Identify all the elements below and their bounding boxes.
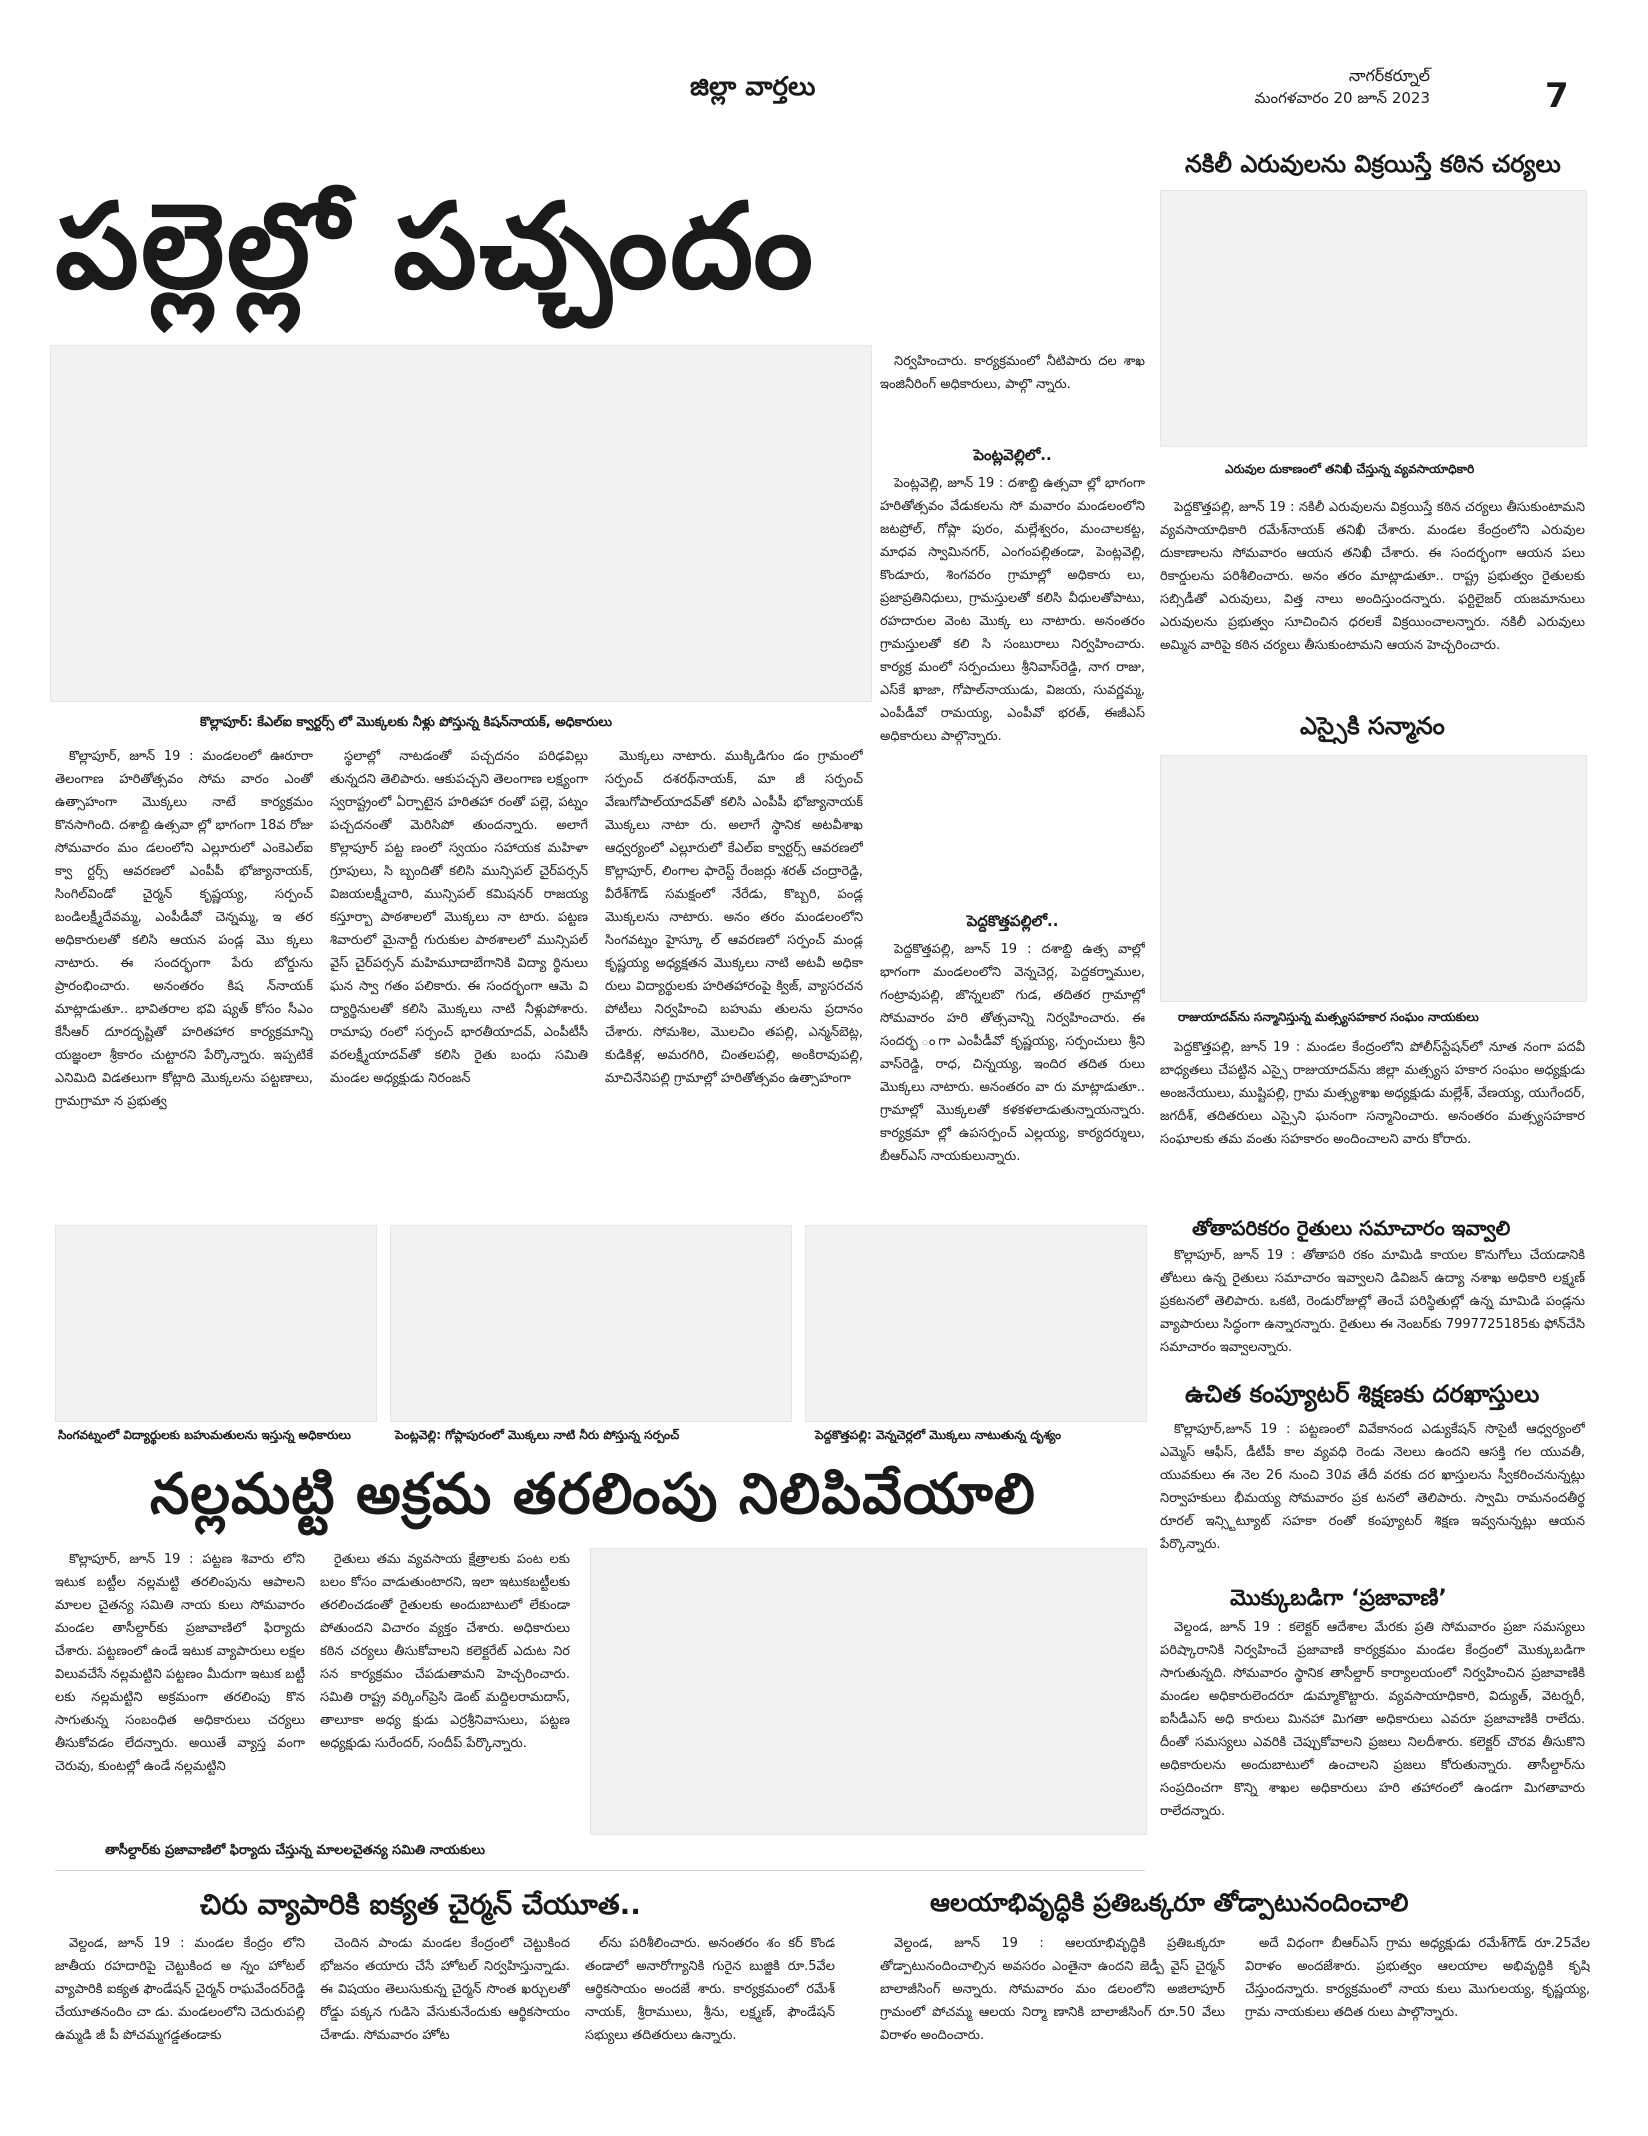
second-col-1-text: కొల్లాపూర్, జూన్ 19 : పట్టణ శివారు లోని ఇటుక బట్టీల నల్లమట్టి తరలింపును ఆపాలని మాలల చైతన్య సమితి నాయ కులు సోమవారం మండల తాసీల్దార్‌కు ప్రజావాణిలో ఫిర్యాదు చేశారు. పట్టణంలో ఉండే ఇటుక వ్యాపారులు లక్షల విలువచేసే నల్లమట్టిని పట్టణం మీదుగా ఇటుక బట్టీ లకు నల్లమట్టిని అక్రమంగా తరలింపు కొన సాగుతున్న సంబంధిత అధికారులు చర్యలు తీసుకోవడం లేదన్నారు. అయితే వ్యాస్త వంగా చెరువు, కుంటల్లో ఉండే నల్లమట్టిని bbox=[55, 1552, 305, 1774]
page-number: 7 bbox=[1545, 76, 1569, 116]
caption-pentlavelli: పెంట్లవెల్లి: గోప్లాపురంలో మొక్కలు నాటి నీరు పోస్తున్న సర్పంచ్ bbox=[395, 1428, 680, 1442]
bottom-left-col-3-text: ల్‌ను పరిశీలించారు. అనంతరం శం కర్ కొండ తండాలో అనారోగ్యానికి గురైన బుజ్జికి రూ.5వేల ఆర్థికసాయం అందజే శారు. కార్యక్రమంలో రమేశ్ నాయక్, శ్రీరాములు, శ్రీను, లక్ష్మణ్, ఫౌండేషన్ సభ్యులు తదితరులు ఉన్నారు. bbox=[585, 1936, 835, 2043]
dateline-date: మంగళవారం 20 జూన్ 2023 bbox=[1254, 89, 1430, 107]
bottom-left-col-1 bbox=[55, 1932, 305, 2107]
right-story-3 bbox=[1160, 1244, 1585, 1374]
right-story-4-text: కొల్లాపూర్,జూన్ 19 : పట్టణంలో వివేకానంద ఎడ్యుకేషన్ సొసైటీ ఆధ్వర్యంలో ఎమ్మెస్ ఆఫీస్, డీటీపీ కాల వ్యవధి రెండు నెలలు ఉందని ఆసక్తి గల యువతీ, యువకులు ఈ నెల 26 నుంచి 30వ తేదీ వరకు దర ఖాస్తులను స్వీకరించనున్నట్లు నిర్వాహకులు భీమయ్య సోమవారం ప్రక టనలో తెలిపారు. స్వామి రామనందతీర్థ రూరల్ ఇన్స్టిట్యూట్ సహకా రంతో కంప్యూటర్ శిక్షణ ఇవ్వనున్నట్లు ఆయన పేర్కొన్నారు. bbox=[1160, 1422, 1585, 1552]
dateline-place: నాగర్‌కర్నూల్ bbox=[1348, 66, 1430, 85]
bottom-left-col-2-text: చెందిన పాండు మండల కేంద్రంలో చెట్టుకింద భోజనం తయారు చేసే హోటల్ నిర్వహిస్తున్నాడు. ఈ విషయం తెలుసుకున్న చైర్మన్ సొంత ఖర్చులతో రోడ్డు పక్కన గుడిసె వేసుకునేందుకు ఆర్థికసాయం చేశాడు. సోమవారం హోట bbox=[320, 1936, 570, 2043]
right-headline-2: ఎస్సైకి సన్మానం bbox=[1300, 712, 1445, 740]
second-photo bbox=[590, 1548, 1147, 1835]
right-headline-1: నకిలీ ఎరువులను విక్రయిస్తే కఠిన చర్యలు bbox=[1185, 150, 1561, 178]
lead-col-1-text: కొల్లాపూర్, జూన్ 19 : మండలంలో ఊరూరా తెలంగాణ హరితోత్సవం సోమ వారం ఎంతో ఉత్సాహంగా మొక్కలు నాటే కార్యక్రమం కొనసాగింది. దశాబ్ది ఉత్సవా ల్లో భాగంగా 18వ రోజు సోమవారం మం డలంలోని ఎల్లూరులో ఎంకెఎల్ఐ క్వా ర్టర్స్ ఆవరణలో ఎంపీపీ భోజ్యానాయక్, సింగిల్‌విండో చైర్మన్ కృష్ణయ్య, సర్పంచ్ బండిలక్ష్మీదేవమ్మ, ఎంపీడీవో చెన్నమ్మ, ఇ తర అధికారులతో కలిసి ఆయన పండ్ల మొ క్కలు నాటారు. ఈ సందర్భంగా పేరు బోర్డును ప్రారంభించారు. అనంతరం కిష న్‌నాయక్ మాట్లాడుతూ.. భావితరాల భవి ష్యత్ కోసం సీఎం కేసీఆర్ దూరదృష్టితో హరితహార కార్యక్రమాన్ని యజ్ఞంలా శ్రీకారం చుట్టారని పేర్కొన్నారు. ఇప్పటికే ఎనిమిది విడతలుగా కోట్లాది మొక్కలను పట్టణాలు, గ్రామగ్రామా న ప్రభుత్వ bbox=[55, 749, 313, 1109]
photo-pentlavelli bbox=[390, 1225, 792, 1422]
right-story-4 bbox=[1160, 1418, 1585, 1576]
right-headline-3: తోతాపరికరం రైతులు సమాచారం ఇవ్వాలి bbox=[1192, 1216, 1511, 1240]
subhead-peddakothapalli: పెద్దకొత్తపల్లిలో.. bbox=[966, 912, 1059, 930]
photo-peddakothapalli bbox=[805, 1225, 1147, 1422]
second-headline: నల్లమట్టి అక్రమ తరలింపు నిలిపివేయాలి bbox=[150, 1462, 1036, 1527]
bottom-right-col-1 bbox=[880, 1932, 1225, 2107]
second-col-2 bbox=[320, 1548, 570, 1838]
lead-col-3-text: మొక్కలు నాటారు. ముక్కిడిగుం డం గ్రామంలో సర్పంచ్ దశరథ్‌నాయక్, మా జీ సర్పంచ్ వేణుగోపాల్‌యాదవ్‌తో కలిసి ఎంపీపీ భోజ్యానాయక్ మొక్కలు నాటా రు. అలాగే స్థానిక అటవీశాఖ ఆధ్వర్యంలో ఎల్లూరులో కేఎల్ఐ క్వార్టర్స్ ఆవరణలో కొల్లాపూర్, లింగాల ఫారెస్ట్ రేంజర్లు శరత్ చంద్రారెడ్డి, వీరేశ్‌గౌడ్ సమక్షంలో నేరేడు, కొబ్బరి, పండ్ల మొక్కలను నాటారు. అనం తరం మండలంలోని సింగవట్నం హైస్కూ ల్ ఆవరణలో సర్పంచ్ మండ్ల కృష్ణయ్య అధ్యక్షతన మొక్కలు నాటి అటవీ అధికా రులు విద్యార్థులకు హరితహారంపై క్విజ్, వ్యాసరచన పోటీలు నిర్వహించి బహుమ తులను ప్రదానం చేశారు. సోమశిల, మొలచిం తపల్లి, ఎన్మన్‌బెట్ల, కుడికిళ్ల, అమరగిరి, చింతలపల్లి, అంకిరావుపల్లి, మాచినేనిపల్లి గ్రామాల్లో హరితోత్సవం ఉత్సాహంగా bbox=[605, 749, 863, 1086]
pentlavelli-text: పెంట్లవెల్లి, జూన్ 19 : దశాబ్ది ఉత్సవా ల్లో భాగంగా హరితోత్సవం వేడుకలను సో మవారం మండలంలోని జటప్రోల్, గోప్లా పురం, మల్లేశ్వరం, మంచాలకట్ట, మాధవ స్వామినగర్, ఎంగంపల్లితండా, పెంట్లవెల్లి, కొండూరు, శింగవరం గ్రామాల్లో అధికారు లు, ప్రజాప్రతినిధులు, గ్రామస్తులతో కలిసి వీధులతోపాటు, రహదారుల వెంట మొక్క లు నాటారు. అనంతరం గ్రామస్తులతో కలి సి సంబురాలు నిర్వహించారు. కార్యక్ర మంలో సర్పంచులు శ్రీనివాస్‌రెడ్డి, నాగ రాజు, ఎస్‌కే ఖాజా, గోపాల్‌నాయుడు, విజయ, సువర్ణమ్మ, ఎంపీడీవో రామయ్య, ఎంపీవో భరత్, ఈజీఎస్ అధికారులు పాల్గొన్నారు. bbox=[880, 476, 1145, 744]
second-col-2-text: రైతులు తమ వ్యవసాయ క్షేత్రాలకు పంట లకు బలం కోసం వాడుతుంటారని, ఇలా ఇటుకబట్టీలకు తరలించడంతో రైతులకు అందుబాటులో లేకుండా పోతుందని విచారం వ్యక్తం చేశారు. అధికారులు కఠిన చర్యలు తీసుకోవాలని కలెక్టరేట్ ఎదుట నిర సన కార్యక్రమం చేపడుతామని హెచ్చరించారు. సమితి రాష్ట్ర వర్కింగ్‌ప్రెసి డెంట్ మద్దిలరామదాస్, తాలూకా అధ్య క్షుడు ఎర్రశ్రీనివాసులు, పట్టణ అధ్యక్షుడు సురేందర్, సందీప్ పేర్కొన్నారు. bbox=[320, 1552, 570, 1751]
dateline bbox=[1200, 66, 1430, 111]
caption-peddakothapalli: పెద్దకొత్తపల్లి: వెన్నచెర్లలో మొక్కలు నాటుతున్న దృశ్యం bbox=[815, 1428, 1062, 1442]
bottom-right-col-1-text: వెల్దండ, జూన్ 19 : ఆలయాభివృద్ధికి ప్రతిఒక్కరూ తోడ్పాటునందించాల్సిన అవసరం ఎంతైనా ఉందని జెడ్పీ వైస్ చైర్మన్ బాలాజీసింగ్ అన్నారు. సోమవారం మం డలంలోని అజిలాపూర్ గ్రామంలో పోచమ్మ ఆలయ నిర్మా ణానికి బాలాజీసింగ్ రూ.50 వేలు విరాళం అందించారు. bbox=[880, 1936, 1225, 2043]
right-story-1 bbox=[1160, 496, 1585, 708]
photo-singavatnam bbox=[55, 1225, 377, 1422]
caption-singavatnam: సింగవట్నంలో విద్యార్థులకు బహుమతులను ఇస్తున్న అధికారులు bbox=[58, 1428, 351, 1442]
bottom-left-col-3 bbox=[585, 1932, 835, 2107]
right-story-1-text: పెద్దకొత్తపల్లి, జూన్ 19 : నకిలీ ఎరువులను విక్రయిస్తే కఠిన చర్యలు తీసుకుంటామని వ్యవసాయాధికారి రమేశ్‌నాయక్ తనిఖీ చేశారు. మండల కేంద్రంలోని ఎరువుల దుకాణాలను సోమవారం ఆయన తనిఖీ చేశారు. ఈ సందర్భంగా ఆయన పలు రికార్డులను పరిశీలించారు. అనం తరం మాట్లాడుతూ.. రాష్ట్ర ప్రభుత్వం రైతులకు సబ్సిడీతో ఎరువులు, విత్త నాలు అందిస్తుందన్నారు. ఫర్టిలైజర్ యజమానులు ఎరువులను ప్రభుత్వం సూచించిన ధరలకే విక్రయించాలన్నారు. నకిలీ ఎరువులు అమ్మిన వారిపై కఠిన చర్యలు తీసుకుంటామని ఆయన హెచ్చరించారు. bbox=[1160, 500, 1585, 653]
right-photo-1 bbox=[1160, 190, 1587, 447]
right-story-3-text: కొల్లాపూర్, జూన్ 19 : తోతాపరి రకం మామిడి కాయల కొనుగోలు చేయడానికి తోటలు ఉన్న రైతులు సమాచారం ఇవ్వాలని డివిజన్ ఉద్యా నశాఖ అధికారి లక్ష్మణ్ ప్రకటనలో తెలిపారు. ఒకటి, రెండురోజుల్లో తెంచే పరిస్థితుల్లో ఉన్న మామిడి పండ్లను వ్యాపారులు సిద్ధంగా ఉన్నారన్నారు. రైతులు ఈ నెంబర్‌కు 7997725185కు ఫోన్‌చేసి సమాచారం ఇవ్వాలన్నారు. bbox=[1160, 1248, 1585, 1355]
right-photo-caption-1: ఎరువుల దుకాణంలో తనిఖీ చేస్తున్న వ్యవసాయాధికారి bbox=[1225, 462, 1475, 476]
right-story-2 bbox=[1160, 1036, 1585, 1216]
subhead-pentlavelli: పెంట్లవెల్లిలో.. bbox=[973, 446, 1052, 464]
lead-col-2-text: స్థలాల్లో నాటడంతో పచ్చదనం పరిఢవిల్లు తున్నదని తెలిపారు. ఆకుపచ్చని తెలంగాణ లక్ష్యంగా స్వరాష్ట్రంలో ఏర్పాటైన హరితహా రంతో పల్లె, పట్నం పచ్చదనంతో మెరిసిపో తుందన్నారు. అలాగే కొల్లాపూర్ పట్ట ణంలో స్వయం సహాయక మహిళా గ్రూపులు, సి బ్బందితో కలిసి మున్సిపల్ చైర్‌పర్సన్ విజయలక్ష్మీచారి, మున్సిపల్ కమిషనర్ రాజయ్య కస్తూర్బా పాఠశాలలో మొక్కలు నా టారు. పట్టణ శివారులో మైనార్టీ గురుకుల పాఠశాలలో మున్సిపల్ వైస్ చైర్‌పర్సన్ మహిమూదాబేగానికి విద్యా ర్థినులు ఘన స్వా గతం పలికారు. ఈ సందర్భంగా ఆమె వి ద్యార్థినులతో కలిసి మొక్కలు నాటి నీళ్లుపోశారు. రామాపు రంలో సర్పంచ్ భారతీయాదవ్, ఎంపీటీసీ వరలక్ష్మీయాదవ్‌తో కలిసి రైతు బంధు సమితి మండల అధ్యక్షుడు నిరంజన్ bbox=[330, 749, 588, 1086]
bottom-left-headline: చిరు వ్యాపారికి ఐక్యత చైర్మన్ చేయూత.. bbox=[200, 1888, 641, 1921]
section-label: జిల్లా వార్తలు bbox=[690, 72, 816, 102]
peddakothapalli-text: పెద్దకొత్తపల్లి, జూన్ 19 : దశాబ్ది ఉత్స వాల్లో భాగంగా మండలంలోని వెన్నచెర్ల, పెద్దకర్నాముల, గంట్రావుపల్లి, జొన్నలబొ గుడ, తదితర గ్రామాల్లో సోమవారం హరి తోత్సవాన్ని నిర్వహించారు. ఈ సందర్భ ంగా ఎంపీడీవో కృష్ణయ్య, సర్పంచులు శ్రీని వాస్‌రెడ్డి, రాధ, చిన్నయ్య, ఇందిర తదిత రులు మొక్కలు నాటారు. అనంతరం వా రు మాట్లాడుతూ.. గ్రామాల్లో మొక్కలతో కళకళలాడుతున్నాయన్నారు. కార్యక్రమా ల్లో ఉపసర్పంచ్ ఎల్లయ్య, కార్యదర్శులు, బీఆర్ఎస్ నాయకులున్నారు. bbox=[880, 942, 1145, 1164]
lead-photo bbox=[50, 345, 872, 702]
right-headline-4: ఉచిత కంప్యూటర్ శిక్షణకు దరఖాస్తులు bbox=[1185, 1380, 1540, 1408]
lead-col-1 bbox=[55, 745, 313, 1205]
right-story-5 bbox=[1160, 1616, 1585, 1866]
right-photo-caption-2: రాజుయాదవ్‌ను సన్మానిస్తున్న మత్స్యసహకార సంఘం నాయకులు bbox=[1178, 1010, 1479, 1024]
lead-photo-caption: కొల్లాపూర్: కేఎల్ఐ క్వార్టర్స్ లో మొక్కలకు నీళ్లు పోస్తున్న కిషన్‌నాయక్, అధికారులు bbox=[200, 715, 612, 730]
lead-col-4-top: నిర్వహించారు. కార్యక్రమంలో నీటిపారు దల శాఖ ఇంజినీరింగ్ అధికారులు, పాల్గొ న్నారు. bbox=[880, 354, 1145, 392]
lead-col-4 bbox=[880, 350, 1145, 1238]
second-col-1 bbox=[55, 1548, 305, 1838]
right-headline-5: మొక్కుబడిగా ‘ప్రజావాణి’ bbox=[1230, 1586, 1447, 1611]
lead-col-2 bbox=[330, 745, 588, 1205]
bottom-right-col-2-text: అదే విధంగా బీఆర్ఎస్ గ్రామ అధ్యక్షుడు రమేశ్‌గౌడ్ రూ.25వేల విరాళం అందజేశారు. ప్రభుత్వం ఆలయాల అభివృద్ధికి కృషి చేస్తుందన్నారు. కార్యక్రమంలో నాయ కులు మొగులయ్య, కృష్ణయ్య, గ్రామ నాయకులు తదిత రులు పాల్గొన్నారు. bbox=[1245, 1936, 1590, 2020]
bottom-left-col-2 bbox=[320, 1932, 570, 2107]
right-photo-2 bbox=[1160, 755, 1587, 1002]
bottom-right-col-2 bbox=[1245, 1932, 1590, 2107]
bottom-left-col-1-text: వెల్దండ, జూన్ 19 : మండల కేంద్రం లోని జాతీయ రహదారిపై చెట్టుకింద అ న్నం హోటల్ వ్యాపారికి ఐక్యత ఫౌండేషన్ చైర్మన్ రాఘవేందర్‌రెడ్డి చేయూతనందిం చా డు. మండలంలోని చెదురుపల్లి ఉమ్మడి జీ పీ పోచమ్మగడ్డతండాకు bbox=[55, 1936, 305, 2043]
right-story-2-text: పెద్దకొత్తపల్లి, జూన్ 19 : మండల కేంద్రంలోని పోలీస్‌స్టేషన్‌లో నూత నంగా పదవీ బాధ్యతలు చేపట్టిన ఎస్సై రాజుయాదవ్‌ను జిల్లా మత్స్యస హకార సంఘం అధ్యక్షుడు అంజనేయులు, ముష్టిపల్లి, గ్రామ మత్స్యశాఖ అధ్యక్షుడు మల్లేశ్, వేణయ్య, యుగేందర్, జగదీశ్, తదితరులు ఎస్సైని ఘనంగా సన్మానించారు. అనంతరం మత్స్యసహకార సంఘాలకు తమ వంతు సహకారం అందించాలని వారు కోరారు. bbox=[1160, 1040, 1585, 1147]
right-story-5-text: వెల్దండ, జూన్ 19 : కలెక్టర్ ఆదేశాల మేరకు ప్రతి సోమవారం ప్రజా సమస్యలు పరిష్కారానికి నిర్వహించే ప్రజావాణి కార్యక్రమం మండల కేంద్రంలో మొక్కుబడిగా సాగుతున్నది. సోమవారం స్థానిక తాసీల్దార్ కార్యాలయంలో నిర్వహించిన ప్రజావాణికి మండల అధికారులెందరూ డుమ్మాకొట్టారు. వ్యవసాయాధికారి, విద్యుత్, వెటర్నరీ, ఐసీడీఎస్ అధి కారులు మినహా మిగతా అధికారులు ఎవరూ ప్రజావాణికి రాలేదు. దీంతో సమస్యలు ఎవరికి చెప్పుకోవాలని ప్రజలు నిలదీశారు. కలెక్టర్ చొరవ తీసుకొని అధికారులను అందుబాటులో ఉంచాలని ప్రజలు కోరుతున్నారు. తాసీల్దార్‌ను సంప్రదించగా కొన్ని శాఖల అధికారులు హరి తహారంలో ఉండగా మిగతావారు రాలేదన్నారు. bbox=[1160, 1620, 1585, 1819]
lead-col-3 bbox=[605, 745, 863, 1205]
lead-headline: పల్లెల్లో పచ్చందం bbox=[55, 177, 816, 315]
second-photo-caption: తాసీల్దార్‌కు ప్రజావాణిలో ఫిర్యాదు చేస్తున్న మాలలచైతన్య సమితి నాయకులు bbox=[105, 1843, 485, 1858]
bottom-right-headline: ఆలయాభివృద్ధికి ప్రతిఒక్కరూ తోడ్పాటునందించాలి bbox=[930, 1888, 1409, 1917]
